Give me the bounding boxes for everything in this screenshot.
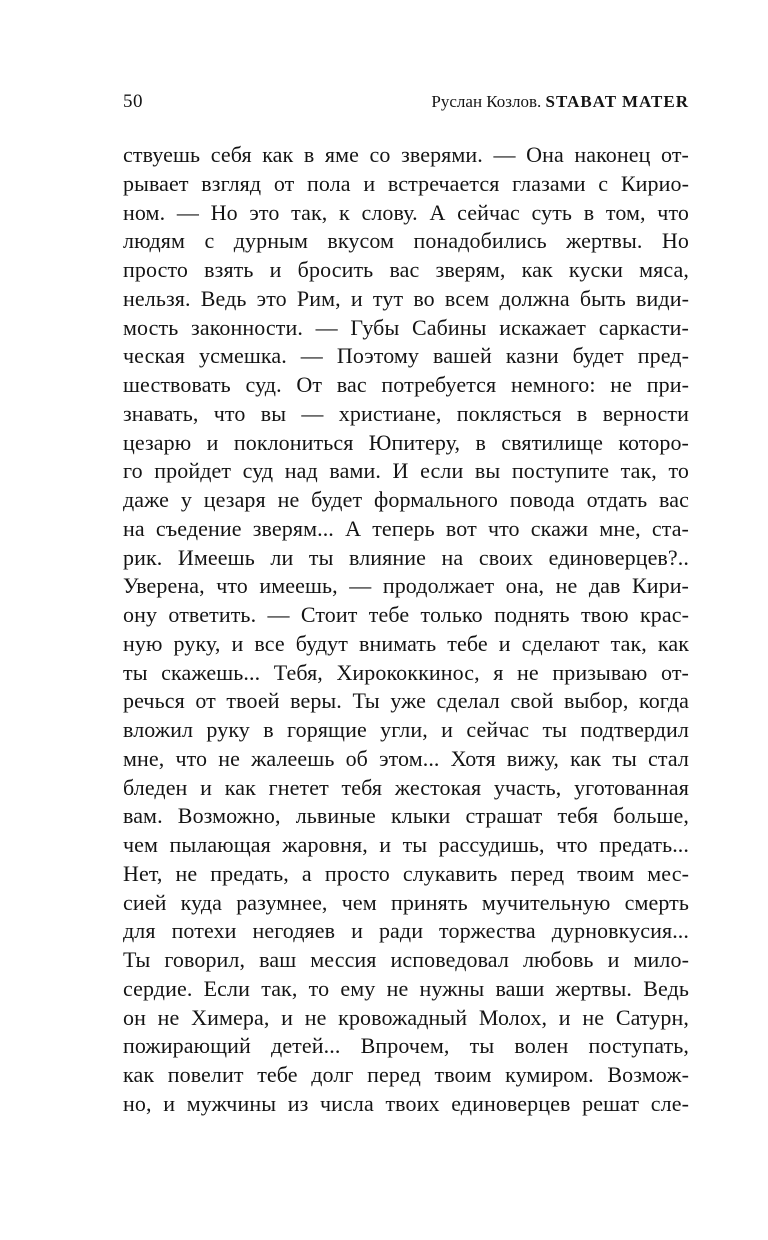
text-line: ном. — Но это так, к слову. А сейчас суть в том, что xyxy=(123,199,689,225)
text-line: Нет, не предать, а просто слукавить перед твоим мес- xyxy=(123,860,689,886)
page-number: 50 xyxy=(123,91,143,112)
text-line: просто взять и бросить вас зверям, как куски мяса, xyxy=(123,257,689,282)
text-line: рывает взгляд от пола и встречается глазами с Кирио- xyxy=(123,170,689,196)
text-line: нельзя. Ведь это Рим, и тут во всем должна быть види- xyxy=(123,285,689,311)
text-line: речься от твоей веры. Ты уже сделал свой выбор, когда xyxy=(123,688,689,714)
text-line: цезарю и поклониться Юпитеру, в святилище которо- xyxy=(123,429,689,455)
text-line: бледен и как гнетет тебя жестокая участь, уготованная xyxy=(123,774,689,800)
text-line: Ты говорил, ваш мессия исповедовал любовь и мило- xyxy=(123,947,689,972)
text-line: сердие. Если так, то ему не нужны ваши жертвы. Ведь xyxy=(123,975,689,1001)
text-line: людям с дурным вкусом понадобились жертвы. Но xyxy=(123,228,689,254)
text-line: мость законности. — Губы Сабины искажает саркасти- xyxy=(123,314,689,340)
text-line: знавать, что вы — христиане, поклясться в верности xyxy=(123,400,689,426)
running-header xyxy=(123,91,689,113)
text-line: пожирающий детей... Впрочем, ты волен поступать, xyxy=(123,1033,689,1059)
text-line: мне, что не жалеешь об этом... Хотя вижу, как ты стал xyxy=(123,745,689,771)
text-line: Уверена, что имеешь, — продолжает она, не дав Кири- xyxy=(123,573,689,599)
text-line: как повелит тебе долг перед твоим кумиром. Возмож- xyxy=(123,1062,689,1087)
running-title xyxy=(431,91,689,113)
text-line: ону ответить. — Стоит тебе только поднять твою крас- xyxy=(123,602,689,627)
text-line: ную руку, и все будут внимать тебе и сделают так, как xyxy=(123,630,689,656)
text-line: на съедение зверям... А теперь вот что скажи мне, ста- xyxy=(123,515,689,541)
author-name: Руслан Козлов. xyxy=(431,92,542,111)
text-line: вложил руку в горящие угли, и сейчас ты подтвердил xyxy=(123,717,689,742)
text-line: он не Химера, и не кровожадный Молох, и не Сатурн, xyxy=(123,1004,689,1030)
text-line: для потехи негодяев и ради торжества дурновкусия... xyxy=(123,918,689,944)
text-line: шествовать суд. От вас потребуется немного: не при- xyxy=(123,372,689,397)
text-line: ствуешь себя как в яме со зверями. — Она наконец от- xyxy=(123,142,689,167)
text-line: рик. Имеешь ли ты влияние на своих единоверцев?.. xyxy=(123,544,689,570)
text-line: ты скажешь... Тебя, Хирококкинос, я не призываю от- xyxy=(123,659,689,685)
text-line: ческая усмешка. — Поэтому вашей казни будет пред- xyxy=(123,343,689,369)
text-line: вам. Возможно, львиные клыки страшат тебя больше, xyxy=(123,803,689,829)
text-line: го пройдет суд над вами. И если вы поступите так, то xyxy=(123,458,689,484)
body-text xyxy=(123,141,689,1119)
text-line: сией куда разумнее, чем принять мучительную смерть xyxy=(123,889,689,915)
text-line: даже у цезаря не будет формального повода отдать вас xyxy=(123,487,689,512)
text-line: но, и мужчины из числа твоих единоверцев решат сле- xyxy=(123,1090,689,1116)
text-line: чем пылающая жаровня, и ты рассудишь, что предать... xyxy=(123,832,689,857)
book-title: STABAT MATER xyxy=(545,92,689,111)
